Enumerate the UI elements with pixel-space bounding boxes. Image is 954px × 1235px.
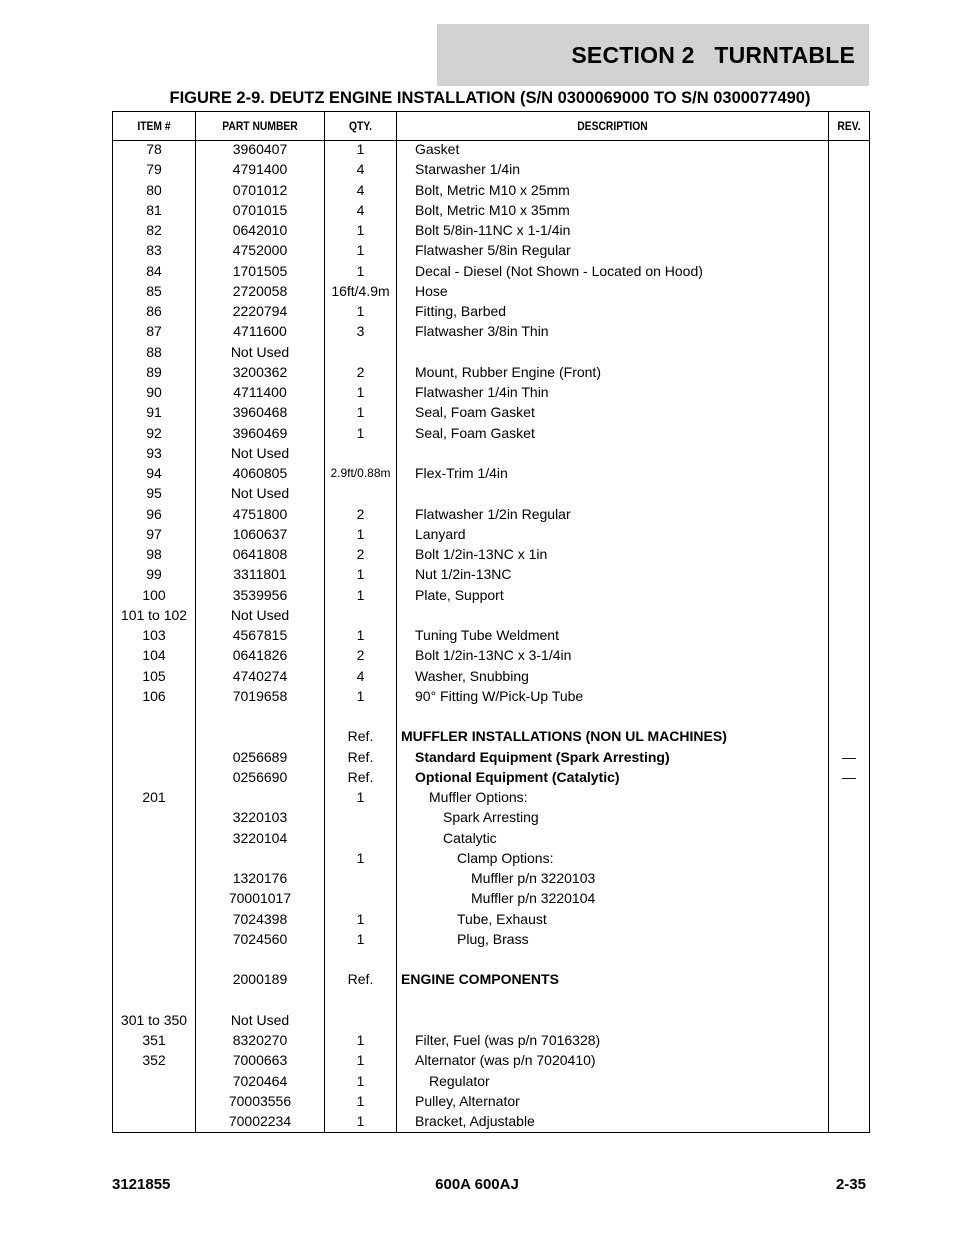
table-row: [113, 483, 869, 503]
item-number: [113, 888, 195, 908]
table-row: [113, 807, 869, 827]
quantity: [325, 868, 396, 888]
item-number: 103: [142, 627, 166, 643]
item-number: 95: [146, 485, 162, 502]
part-number: 7024560: [232, 930, 288, 947]
item-number: 85: [146, 282, 162, 299]
quantity: 1: [356, 222, 365, 238]
part-number: 70001017: [228, 890, 292, 907]
revision: —: [842, 768, 856, 785]
item-number: 88: [146, 343, 162, 360]
table-row: [113, 1010, 869, 1030]
item-number: 79: [146, 161, 162, 178]
parts-table: [112, 111, 870, 1133]
table-row: [113, 139, 869, 159]
description: Seal, Foam Gasket: [415, 404, 535, 421]
description: [397, 342, 828, 362]
item-number: 81: [146, 201, 162, 218]
table-row: [113, 524, 869, 544]
part-number: 1320176: [232, 870, 288, 886]
description: Bolt 5/8in-11NC x 1-1/4in: [415, 222, 571, 238]
part-number: 4711400: [233, 384, 287, 400]
description: Plate, Support: [415, 586, 504, 603]
part-number: [196, 787, 324, 807]
item-number: 105: [142, 667, 166, 684]
description: Pulley, Alternator: [415, 1092, 520, 1109]
table-row: [113, 1030, 869, 1050]
item-number: 80: [146, 181, 162, 198]
description: Bolt 1/2in-13NC x 3-1/4in: [415, 647, 572, 664]
item-number: 89: [146, 363, 162, 380]
part-number: 70003556: [228, 1092, 292, 1109]
quantity: 1: [356, 586, 365, 603]
quantity: [325, 807, 396, 827]
quantity: 4: [356, 201, 365, 218]
table-row: [113, 848, 869, 868]
table-row: [113, 787, 869, 807]
part-number: [196, 990, 324, 1010]
column-header-qty: QTY.: [349, 119, 372, 133]
description: Hose: [415, 282, 448, 299]
quantity: 1: [356, 262, 365, 279]
part-number: 3960407: [232, 141, 288, 157]
description: Muffler p/n 3220103: [471, 870, 596, 886]
table-row: [113, 949, 869, 969]
description: Filter, Fuel (was p/n 7016328): [415, 1032, 601, 1048]
description: Standard Equipment (Spark Arresting): [415, 748, 670, 765]
quantity: 2: [356, 647, 365, 664]
quantity: 1: [356, 789, 365, 805]
description: Bolt 1/2in-13NC x 1in: [415, 546, 548, 562]
description: Flatwasher 1/4in Thin: [415, 384, 549, 400]
quantity: [325, 990, 396, 1010]
item-number: 97: [146, 525, 162, 542]
item-number: 91: [146, 404, 162, 421]
part-number: 7019658: [232, 687, 288, 704]
column-header-description: DESCRIPTION: [577, 119, 648, 133]
quantity: 1: [356, 303, 365, 319]
part-number: Not Used: [230, 343, 290, 360]
description: Bolt, Metric M10 x 35mm: [415, 201, 570, 218]
table-row: [113, 423, 869, 443]
part-number: 4060805: [232, 465, 288, 481]
footer-model: 600A 600AJ: [435, 1176, 519, 1193]
description: Flatwasher 3/8in Thin: [415, 323, 549, 340]
quantity: 1: [356, 424, 365, 441]
description: Alternator (was p/n 7020410): [415, 1052, 596, 1069]
table-row: [113, 990, 869, 1010]
table-row: [113, 828, 869, 848]
description: Catalytic: [443, 829, 497, 846]
part-number: 4752000: [232, 242, 288, 259]
table-row: [113, 382, 869, 402]
description: Plug, Brass: [457, 930, 529, 947]
item-number: [113, 929, 195, 949]
description: [397, 990, 828, 1010]
item-number: 351: [142, 1032, 166, 1048]
item-number: [113, 868, 195, 888]
description: ENGINE COMPONENTS: [401, 971, 559, 988]
item-number: [113, 807, 195, 827]
part-number: 3220104: [232, 829, 288, 846]
quantity: 4: [356, 161, 365, 178]
description: Muffler Options:: [429, 789, 528, 805]
part-number: 7000663: [232, 1052, 288, 1069]
table-row: [113, 706, 869, 726]
item-number: [113, 909, 195, 929]
description: 90° Fitting W/Pick-Up Tube: [415, 687, 584, 704]
description: Clamp Options:: [457, 849, 554, 866]
item-number: [113, 969, 195, 989]
quantity: 4: [356, 181, 365, 198]
item-number: 83: [146, 242, 162, 259]
quantity: [325, 443, 396, 463]
part-number: Not Used: [230, 444, 290, 461]
table-row: [113, 564, 869, 584]
description: Washer, Snubbing: [415, 667, 529, 684]
table-row: [113, 402, 869, 422]
item-number: [113, 1071, 195, 1091]
quantity: Ref.: [347, 748, 374, 765]
description: Seal, Foam Gasket: [415, 424, 535, 441]
description: Decal - Diesel (Not Shown - Located on Hood): [415, 262, 703, 279]
description: Tube, Exhaust: [457, 910, 547, 927]
table-row: [113, 1091, 869, 1111]
table-row: [113, 625, 869, 645]
item-number: 86: [146, 303, 162, 319]
table-row: [113, 605, 869, 625]
part-number: 2220794: [232, 303, 288, 319]
item-number: [113, 726, 195, 746]
quantity: 4: [356, 667, 365, 684]
quantity: 1: [356, 687, 365, 704]
quantity: 1: [356, 525, 365, 542]
item-number: [113, 990, 195, 1010]
section-title: SECTION 2 TURNTABLE: [571, 41, 855, 68]
table-row: [113, 281, 869, 301]
item-number: 106: [142, 687, 166, 704]
item-number: 78: [146, 141, 162, 157]
table-row: [113, 200, 869, 220]
part-number: [196, 949, 324, 969]
item-number: [113, 828, 195, 848]
table-row: [113, 747, 869, 767]
quantity: 2: [356, 546, 365, 562]
quantity: 1: [356, 242, 365, 259]
item-number: [113, 848, 195, 868]
item-number: 94: [146, 465, 162, 481]
part-number: 3539956: [232, 586, 288, 603]
quantity: 1: [356, 849, 365, 866]
part-number: 0701015: [232, 201, 288, 218]
quantity: 2.9ft/0.88m: [330, 466, 391, 480]
description: Flex-Trim 1/4in: [415, 465, 508, 481]
quantity: [325, 483, 396, 503]
part-number: 2000189: [232, 971, 288, 988]
table-row: [113, 767, 869, 787]
quantity: 1: [356, 910, 365, 927]
part-number: 7024398: [232, 910, 288, 927]
table-row: [113, 301, 869, 321]
quantity: [325, 828, 396, 848]
item-number: 84: [146, 262, 162, 279]
item-number: 301 to 350: [120, 1011, 188, 1028]
part-number: 0641826: [232, 647, 288, 664]
description: [397, 605, 828, 625]
table-row: [113, 220, 869, 240]
item-number: 352: [142, 1052, 166, 1069]
quantity: [325, 888, 396, 908]
part-number: 1060637: [232, 525, 288, 542]
description: Regulator: [429, 1072, 490, 1089]
item-number: [113, 949, 195, 969]
part-number: Not Used: [230, 606, 290, 623]
description: Fitting, Barbed: [415, 303, 507, 319]
item-number: [113, 1111, 195, 1131]
table-row: [113, 504, 869, 524]
part-number: Not Used: [230, 485, 290, 502]
table-row: [113, 544, 869, 564]
part-number: 70002234: [228, 1113, 292, 1129]
table-row: [113, 342, 869, 362]
table-row: [113, 645, 869, 665]
item-number: 99: [146, 566, 162, 583]
part-number: 4711600: [233, 323, 287, 340]
table-row: [113, 868, 869, 888]
quantity: 1: [356, 1052, 365, 1069]
description: Optional Equipment (Catalytic): [415, 768, 620, 785]
item-number: [113, 706, 195, 726]
description: Gasket: [415, 141, 460, 157]
description: MUFFLER INSTALLATIONS (NON UL MACHINES): [401, 728, 727, 745]
part-number: [196, 848, 324, 868]
part-number: 0701012: [232, 181, 288, 198]
quantity: 1: [356, 1092, 365, 1109]
table-row: [113, 585, 869, 605]
part-number: 1701505: [232, 262, 288, 279]
part-number: 0641808: [232, 546, 288, 562]
table-row: [113, 159, 869, 179]
part-number: 3200362: [232, 363, 288, 380]
item-number: 104: [142, 647, 166, 664]
table-row: [113, 686, 869, 706]
part-number: 0642010: [232, 222, 288, 238]
description: [397, 443, 828, 463]
description: [397, 706, 828, 726]
column-header-item: ITEM #: [137, 119, 171, 133]
quantity: Ref.: [347, 728, 374, 745]
quantity: 1: [356, 627, 365, 643]
description: [397, 949, 828, 969]
item-number: 201: [142, 789, 166, 805]
quantity: 1: [356, 141, 365, 157]
quantity: [325, 706, 396, 726]
item-number: 82: [146, 222, 162, 238]
item-number: 92: [146, 424, 162, 441]
quantity: 2: [356, 505, 365, 522]
quantity: [325, 342, 396, 362]
section-header: [437, 24, 869, 86]
table-row: [113, 1050, 869, 1070]
quantity: 1: [356, 930, 365, 947]
part-number: 3311801: [233, 566, 287, 583]
item-number: [113, 747, 195, 767]
description: Tuning Tube Weldment: [415, 627, 559, 643]
table-row: [113, 666, 869, 686]
quantity: 1: [356, 1072, 365, 1089]
table-row: [113, 1071, 869, 1091]
quantity: [325, 1010, 396, 1030]
table-row: [113, 909, 869, 929]
table-row: [113, 362, 869, 382]
part-number: 3960468: [232, 404, 288, 421]
part-number: 8320270: [232, 1032, 288, 1048]
item-number: 90: [146, 384, 162, 400]
table-row: [113, 180, 869, 200]
part-number: 3220103: [232, 809, 288, 826]
quantity: 1: [356, 384, 365, 400]
description: [397, 483, 828, 503]
description: Bracket, Adjustable: [415, 1113, 535, 1129]
item-number: 100: [142, 586, 166, 603]
part-number: 7020464: [232, 1072, 288, 1089]
quantity: 16ft/4.9m: [331, 282, 390, 299]
table-row: [113, 969, 869, 989]
quantity: 1: [356, 404, 365, 421]
table-row: [113, 240, 869, 260]
footer-document-number: 3121855: [112, 1176, 171, 1193]
table-row: [113, 1111, 869, 1131]
quantity: [325, 949, 396, 969]
part-number: 4567815: [232, 627, 288, 643]
table-row: [113, 261, 869, 281]
quantity: 1: [356, 566, 365, 583]
part-number: [196, 726, 324, 746]
table-row: [113, 929, 869, 949]
description: Nut 1/2in-13NC: [415, 566, 512, 583]
quantity: 3: [356, 323, 365, 340]
table-row: [113, 321, 869, 341]
part-number: [196, 706, 324, 726]
item-number: 98: [146, 546, 162, 562]
description: Lanyard: [415, 525, 466, 542]
item-number: [113, 1091, 195, 1111]
quantity: Ref.: [347, 768, 374, 785]
figure-title: FIGURE 2-9. DEUTZ ENGINE INSTALLATION (S/N 0300069000 TO S/N 0300077490): [169, 89, 811, 107]
description: Flatwasher 1/2in Regular: [415, 505, 571, 522]
quantity: 1: [356, 1113, 365, 1129]
table-row: [113, 888, 869, 908]
revision: —: [842, 748, 856, 765]
column-header-part-number: PART NUMBER: [222, 119, 298, 133]
part-number: 0256689: [232, 748, 288, 765]
footer-page-number: 2-35: [835, 1176, 866, 1193]
part-number: 0256690: [232, 768, 288, 785]
quantity: Ref.: [347, 971, 374, 988]
item-number: 96: [146, 505, 162, 522]
column-header-rev: REV.: [837, 119, 861, 133]
item-number: 93: [146, 444, 162, 461]
quantity: 1: [356, 1032, 365, 1048]
quantity: [325, 605, 396, 625]
table-row: [113, 443, 869, 463]
part-number: Not Used: [230, 1011, 290, 1028]
table-row: [113, 726, 869, 746]
part-number: 4740274: [232, 667, 288, 684]
quantity: 2: [356, 363, 365, 380]
part-number: 4751800: [232, 505, 288, 522]
part-number: 3960469: [232, 424, 288, 441]
description: Flatwasher 5/8in Regular: [415, 242, 571, 259]
description: Bolt, Metric M10 x 25mm: [415, 181, 570, 198]
part-number: 2720058: [232, 282, 288, 299]
item-number: 101 to 102: [120, 606, 188, 623]
table-row: [113, 463, 869, 483]
description: Muffler p/n 3220104: [471, 890, 596, 907]
description: [397, 1010, 828, 1030]
part-number: 4791400: [232, 161, 288, 178]
item-number: 87: [146, 323, 162, 340]
description: Spark Arresting: [443, 809, 539, 826]
description: Mount, Rubber Engine (Front): [415, 363, 601, 380]
item-number: [113, 767, 195, 787]
description: Starwasher 1/4in: [415, 161, 521, 178]
